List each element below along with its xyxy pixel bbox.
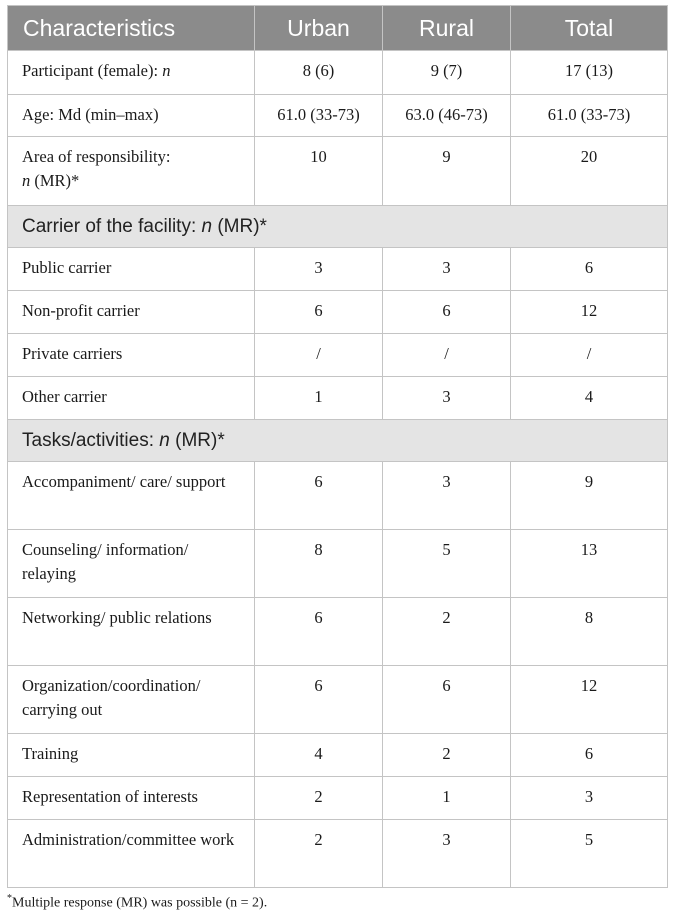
table-row	[8, 462, 668, 530]
cell-urban: 2	[255, 777, 383, 820]
cell-rural: 5	[383, 530, 511, 598]
cell-urban: 3	[255, 248, 383, 291]
cell-rural: 2	[383, 598, 511, 666]
row-label: Organization/coordination/ carrying out	[8, 666, 255, 734]
cell-rural: 9 (7)	[383, 51, 511, 95]
row-label: Participant (female): n	[8, 51, 255, 95]
row-label: Training	[8, 734, 255, 777]
table-row	[8, 248, 668, 291]
footnote-marker: *	[7, 893, 12, 904]
section-carrier	[8, 206, 668, 248]
cell-total: 8	[511, 598, 668, 666]
cell-urban: 10	[255, 137, 383, 206]
cell-total: 12	[511, 666, 668, 734]
header-urban: Urban	[255, 6, 383, 51]
cell-urban: 1	[255, 377, 383, 420]
cell-rural: /	[383, 334, 511, 377]
row-label: Age: Md (min–max)	[8, 95, 255, 137]
cell-rural: 3	[383, 377, 511, 420]
table-row	[8, 334, 668, 377]
row-label: Representation of interests	[8, 777, 255, 820]
cell-total: /	[511, 334, 668, 377]
cell-urban: 61.0 (33-73)	[255, 95, 383, 137]
row-label: Networking/ public relations	[8, 598, 255, 666]
cell-urban: 6	[255, 598, 383, 666]
cell-total: 3	[511, 777, 668, 820]
table-row	[8, 95, 668, 137]
header-row	[8, 6, 668, 51]
cell-urban: 8	[255, 530, 383, 598]
table-row	[8, 51, 668, 95]
cell-urban: 6	[255, 291, 383, 334]
footnote-text: Multiple response (MR) was possible (n = 2).	[12, 895, 268, 911]
header-rural: Rural	[383, 6, 511, 51]
table-header	[8, 6, 668, 51]
row-label: Accompaniment/ care/ support	[8, 462, 255, 530]
cell-rural: 3	[383, 820, 511, 888]
characteristics-table	[7, 5, 668, 888]
cell-rural: 3	[383, 248, 511, 291]
row-label: Administration/committee work	[8, 820, 255, 888]
cell-total: 17 (13)	[511, 51, 668, 95]
table-row	[8, 291, 668, 334]
row-label: Non-profit carrier	[8, 291, 255, 334]
cell-urban: /	[255, 334, 383, 377]
table-row	[8, 377, 668, 420]
row-label: Counseling/ information/ relaying	[8, 530, 255, 598]
row-label: Private carriers	[8, 334, 255, 377]
table-footnote	[7, 893, 267, 912]
cell-total: 13	[511, 530, 668, 598]
section-title: Tasks/activities: n (MR)*	[8, 420, 668, 462]
cell-urban: 6	[255, 462, 383, 530]
header-characteristics: Characteristics	[8, 6, 255, 51]
table-row	[8, 777, 668, 820]
table-row	[8, 820, 668, 888]
cell-urban: 4	[255, 734, 383, 777]
cell-total: 5	[511, 820, 668, 888]
section-title: Carrier of the facility: n (MR)*	[8, 206, 668, 248]
row-label: Public carrier	[8, 248, 255, 291]
cell-rural: 3	[383, 462, 511, 530]
row-label: Area of responsibility: n (MR)*	[8, 137, 255, 206]
cell-total: 20	[511, 137, 668, 206]
cell-total: 6	[511, 734, 668, 777]
cell-total: 9	[511, 462, 668, 530]
cell-rural: 9	[383, 137, 511, 206]
cell-rural: 63.0 (46-73)	[383, 95, 511, 137]
cell-rural: 6	[383, 291, 511, 334]
cell-rural: 2	[383, 734, 511, 777]
table-row	[8, 734, 668, 777]
cell-total: 6	[511, 248, 668, 291]
cell-urban: 6	[255, 666, 383, 734]
cell-total: 61.0 (33-73)	[511, 95, 668, 137]
table-row	[8, 598, 668, 666]
table-row	[8, 666, 668, 734]
header-total: Total	[511, 6, 668, 51]
section-tasks	[8, 420, 668, 462]
table-row	[8, 137, 668, 206]
row-label: Other carrier	[8, 377, 255, 420]
cell-total: 12	[511, 291, 668, 334]
cell-total: 4	[511, 377, 668, 420]
cell-urban: 8 (6)	[255, 51, 383, 95]
cell-rural: 6	[383, 666, 511, 734]
cell-rural: 1	[383, 777, 511, 820]
table-row	[8, 530, 668, 598]
cell-urban: 2	[255, 820, 383, 888]
